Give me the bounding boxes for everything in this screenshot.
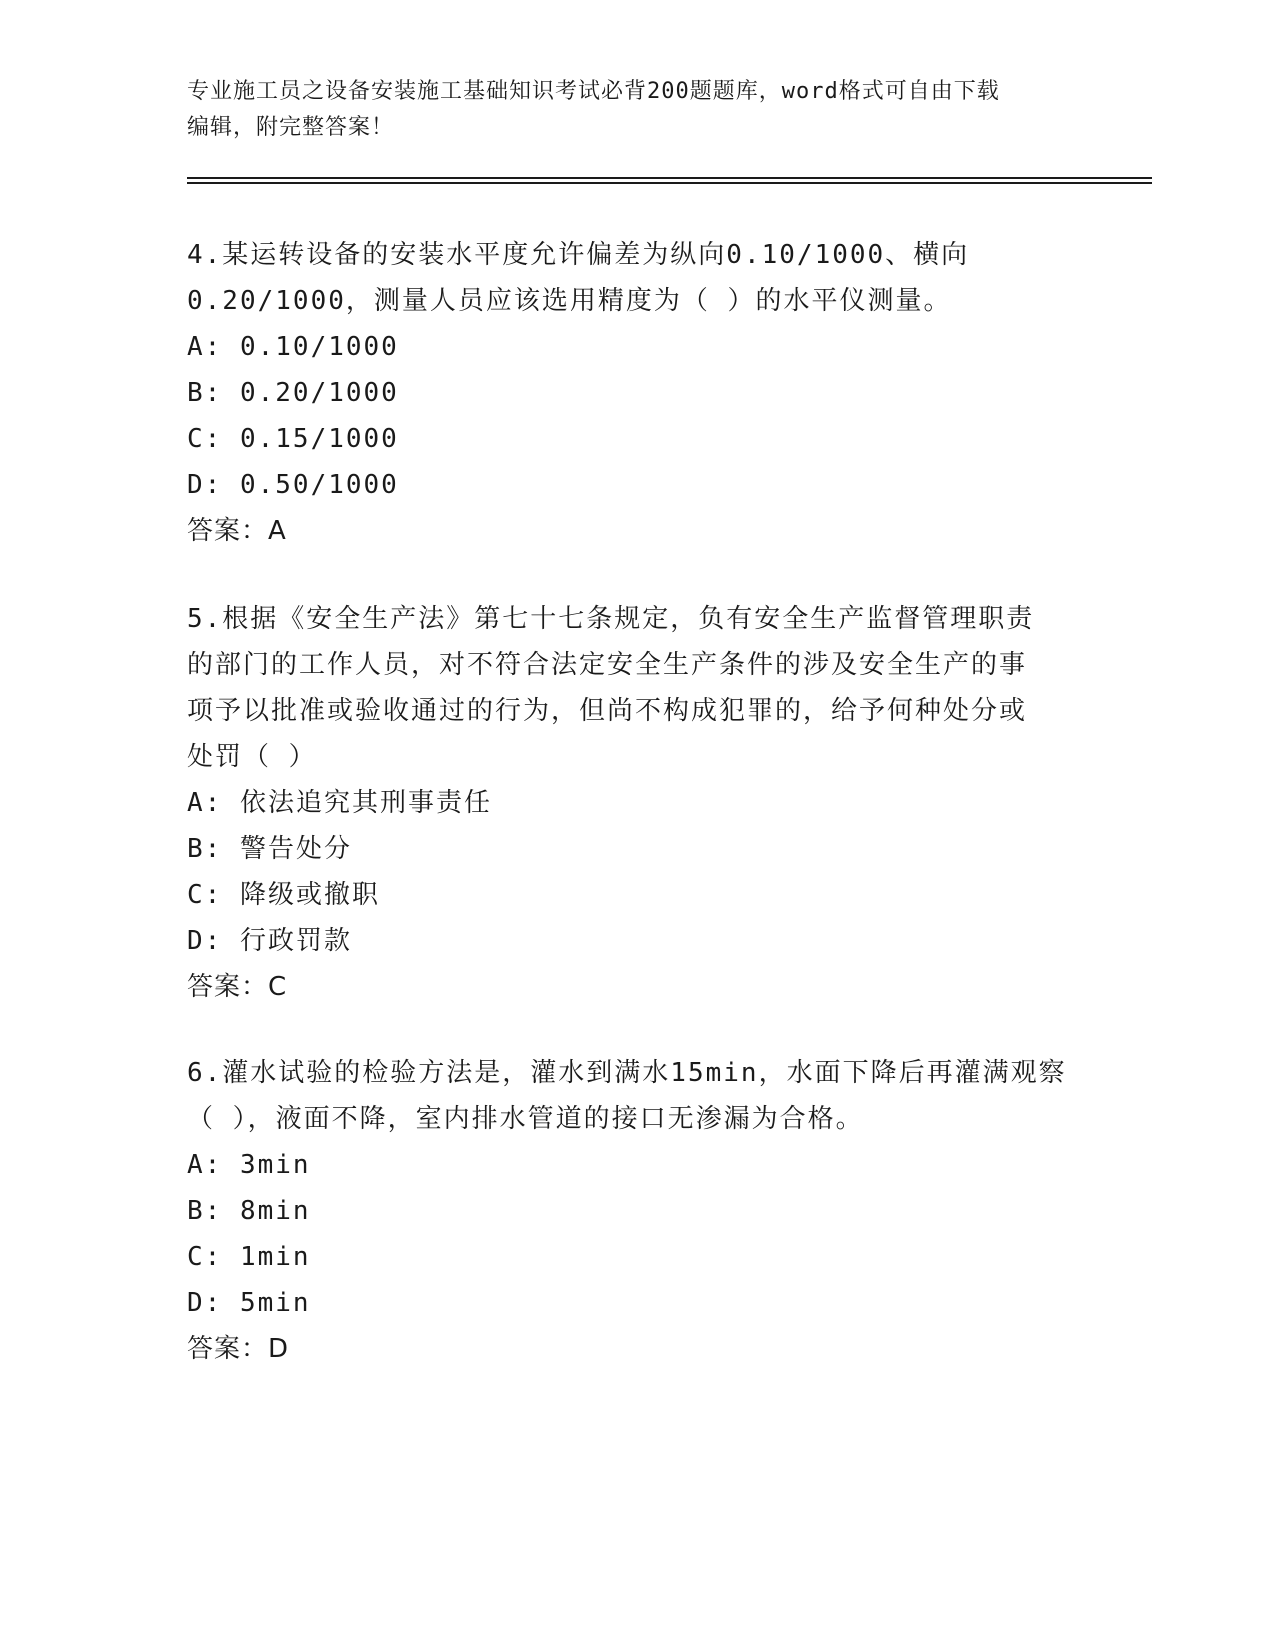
question-6	[187, 1050, 1087, 1372]
question-text-line: 4.某运转设备的安装水平度允许偏差为纵向0.10/1000、横向	[187, 240, 970, 270]
answer: 答案：C	[187, 972, 288, 1002]
option-d: D: 5min	[187, 1288, 311, 1318]
header-divider-top	[187, 177, 1152, 179]
question-text-line: 项予以批准或验收通过的行为，但尚不构成犯罪的，给予何种处分或	[187, 696, 1028, 726]
option-d: D: 行政罚款	[187, 926, 352, 956]
question-text-line: 5.根据《安全生产法》第七十七条规定，负有安全生产监督管理职责	[187, 604, 1035, 634]
option-a: A: 3min	[187, 1150, 311, 1180]
option-b: B: 8min	[187, 1196, 311, 1226]
answer: 答案：D	[187, 1334, 290, 1364]
question-text-line: 0.20/1000，测量人员应该选用精度为（ ）的水平仪测量。	[187, 286, 952, 316]
option-a: A: 依法追究其刑事责任	[187, 788, 492, 818]
question-text-line: 的部门的工作人员，对不符合法定安全生产条件的涉及安全生产的事	[187, 650, 1028, 680]
option-c: C: 0.15/1000	[187, 424, 399, 454]
option-b: B: 0.20/1000	[187, 378, 399, 408]
option-d: D: 0.50/1000	[187, 470, 399, 500]
header-line-2: 编辑，附完整答案！	[187, 115, 395, 140]
option-a: A: 0.10/1000	[187, 332, 399, 362]
option-c: C: 1min	[187, 1242, 311, 1272]
header-line-1: 专业施工员之设备安装施工基础知识考试必背200题题库，word格式可自由下载	[187, 79, 1000, 104]
header-divider-bottom	[187, 182, 1152, 184]
answer: 答案：A	[187, 516, 287, 546]
question-text-line: （ ），液面不降，室内排水管道的接口无渗漏为合格。	[187, 1104, 864, 1134]
option-b: B: 警告处分	[187, 834, 352, 864]
question-5	[187, 596, 1087, 1010]
question-text-line: 处罚（ ）	[187, 742, 317, 772]
question-4	[187, 232, 1087, 554]
question-text-line: 6.灌水试验的检验方法是，灌水到满水15min，水面下降后再灌满观察	[187, 1058, 1067, 1088]
option-c: C: 降级或撤职	[187, 880, 380, 910]
document-header	[187, 74, 1067, 146]
